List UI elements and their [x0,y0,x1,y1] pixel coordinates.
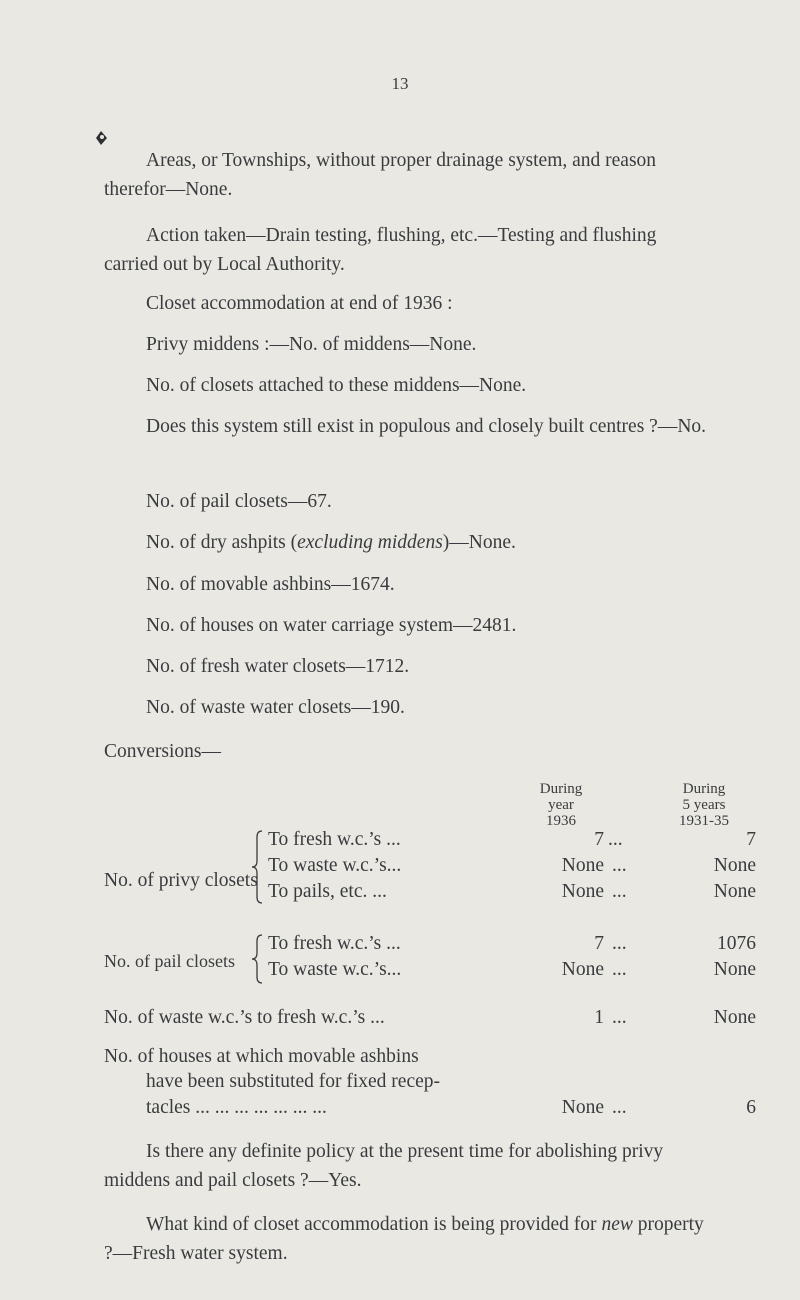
action-paragraph: Action taken—Drain testing, flushing, etc.—Testing and flushing carried out by Local Authority. [104,225,657,275]
table-row-label: To waste w.c.’s... [268,855,402,876]
pail-closets: No. of pail closets—67. [146,491,332,512]
ashbins-sep: ... [612,1097,627,1118]
fresh-water-closets: No. of fresh water closets—1712. [146,656,410,677]
ashbins-value-5yr: 6 [746,1097,756,1118]
system-exist-paragraph: Does this system still exist in populous and closely built centres ?—No. [146,416,707,437]
table-row-label: To pails, etc. ... [268,881,387,902]
waste-to-fresh-value-5yr: None [713,1007,756,1028]
table-row-sep: ... [612,881,627,902]
col2-header-line: 1931-35 [679,813,729,829]
brace-pail-closets [250,933,264,985]
table-row-sep: ... [612,959,627,980]
table-row-value-1936: None [561,959,604,980]
waste-to-fresh-label: No. of waste w.c.’s to fresh w.c.’s ... [104,1007,385,1028]
column-header-1936 [521,781,601,829]
table-row-label: To fresh w.c.’s ... [268,933,401,954]
col2-header-line: During [682,781,726,797]
table-row-value-1936: 7 [594,933,604,954]
policy-paragraph: Is there any definite policy at the present time for abolishing privy middens and pail closets ?—Yes. [104,1141,664,1191]
table-row-label: To waste w.c.’s... [268,959,402,980]
brace-privy-closets [250,829,264,905]
new-property-italic: new [601,1214,633,1235]
ashbins-label-line-2: have been substituted for fixed recep- [146,1071,441,1092]
ink-mark-icon [94,130,108,146]
col2-header-line: 5 years [682,797,726,813]
table-row-value-1936: None [561,881,604,902]
ashbins-label-line-1: No. of houses at which movable ashbins [104,1046,419,1067]
table-row-sep: ... [612,855,627,876]
privy-closets-label: No. of privy closets [104,870,258,891]
table-row-value-1936: None [561,855,604,876]
ashbins-label-line-3: tacles ... ... ... ... ... ... ... [146,1097,327,1118]
table-row-value-5yr: 1076 [717,933,756,954]
new-property-suffix: property ?—Fresh water system. [104,1214,704,1264]
closets-attached: No. of closets attached to these middens—None. [146,375,527,396]
col1-header-line: During [539,781,583,797]
areas-paragraph: Areas, or Townships, without proper drainage system, and reason therefor—None. [104,150,657,200]
waste-to-fresh-value-1936: 1 [594,1007,604,1028]
dry-ashpits [146,532,516,554]
table-row-label: To fresh w.c.’s ... [268,829,401,850]
page-number: 13 [391,74,409,93]
dry-ashpits-prefix: No. of dry ashpits ( [146,532,298,553]
conversions-heading: Conversions— [104,741,221,762]
closet-accommodation: Closet accommodation at end of 1936 : [146,293,453,314]
table-row-sep: ... [612,933,627,954]
movable-ashbins: No. of movable ashbins—1674. [146,574,395,595]
ashbins-value-1936: None [561,1097,604,1118]
table-row-sep: ... [608,829,623,850]
table-row-value-1936: 7 [594,829,604,850]
new-property-paragraph [104,1210,712,1268]
new-property-prefix: What kind of closet accommodation is being provided for [146,1214,602,1235]
dry-ashpits-italic: excluding middens [297,532,443,553]
water-carriage: No. of houses on water carriage system—2481. [146,615,517,636]
table-row-value-5yr: None [713,881,756,902]
privy-middens: Privy middens :—No. of middens—None. [146,334,477,355]
table-row-value-5yr: None [713,855,756,876]
col1-header-line: 1936 [546,813,576,829]
table-row-value-5yr: None [713,959,756,980]
waste-to-fresh-sep: ... [612,1007,627,1028]
pail-closets-label: No. of pail closets [104,951,235,971]
waste-water-closets: No. of waste water closets—190. [146,697,405,718]
dry-ashpits-suffix: )—None. [442,532,516,553]
column-header-5-years [664,781,744,829]
col1-header-line: year [548,797,574,813]
table-row-value-5yr: 7 [746,829,756,850]
